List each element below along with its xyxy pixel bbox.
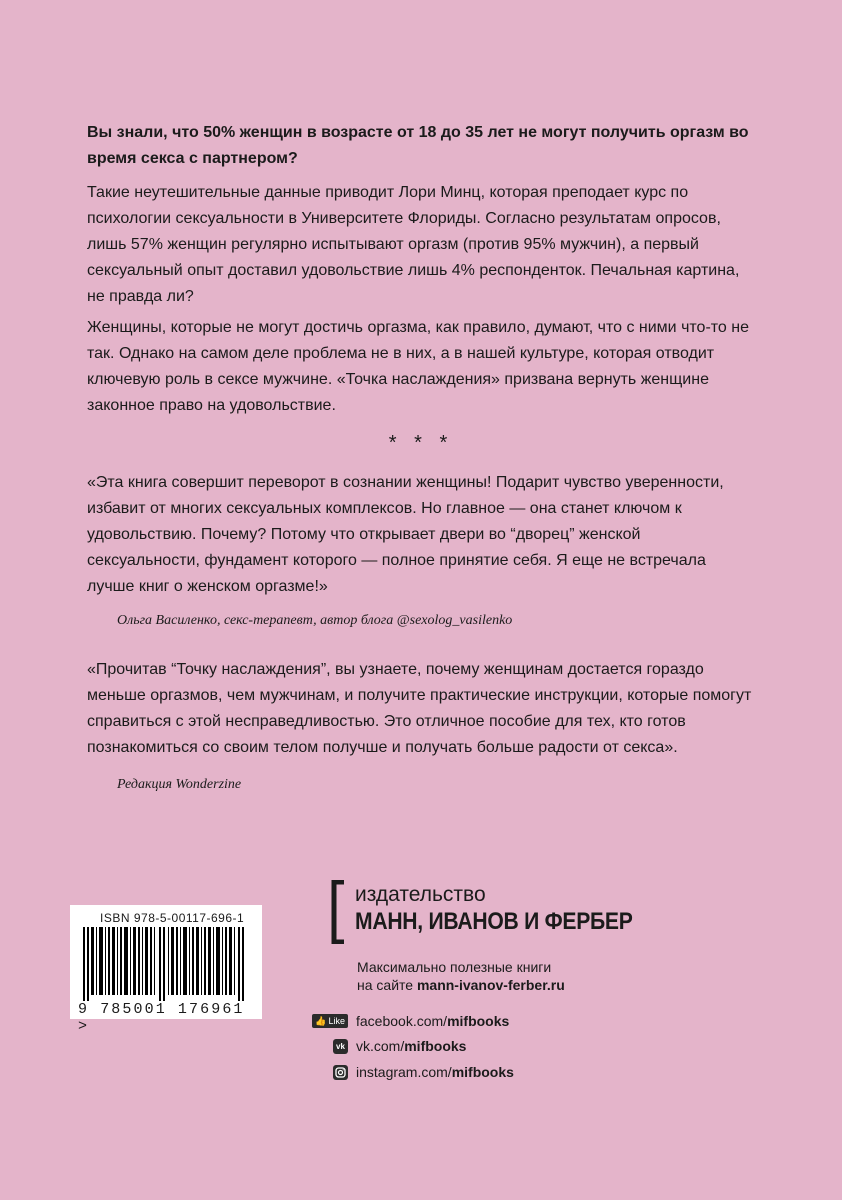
- quote-author-2: Редакция Wonderzine: [117, 777, 242, 792]
- instagram-icon: [333, 1065, 348, 1080]
- quote-text: «Эта книга совершит переворот в сознании женщины! Подарит чувство уверенности, избавит от многих сексуальных комплексов. Но главное — она станет ключом к удовольствию. Почему? Потому что открывает двери во “дворец” женской сексуальности, фундамент которого — полное принятие себя. Я еще не встречала лучше книг о женском оргазме!»: [87, 474, 724, 595]
- publisher-label: издательство: [355, 883, 486, 906]
- paragraph-text: Женщины, которые не могут достичь оргазма, как правило, думают, что с ними что-то не так. Однако на самом деле проблема не в них, а в нашей культуре, которая отводит ключевую роль в сексе мужчине. «Точка наслаждения» призвана вернуть женщине законное право на удовольствие.: [87, 319, 749, 414]
- social-vk[interactable]: [308, 1038, 466, 1054]
- tagline-line-1: Максимально полезные книги: [357, 959, 552, 975]
- tagline-line-2: [357, 976, 565, 994]
- publisher-name: МАНН, ИВАНОВ И ФЕРБЕР: [355, 908, 633, 935]
- vk-icon: vk: [333, 1039, 348, 1054]
- review-quote-1: [87, 470, 757, 600]
- social-handle: mifbooks: [404, 1038, 467, 1054]
- quote-text: «Прочитав “Точку наслаждения”, вы узнаете, почему женщинам достается гораздо меньше оргазмов, чем мужчинам, и получите практические инструкции, которые помогут справиться с этой несправедливостью. Это отличное пособие для тех, кто готов познакомиться со своим телом получше и получать больше радости от секса».: [87, 661, 752, 756]
- social-prefix: instagram.com/: [356, 1064, 452, 1080]
- body-paragraph-2: [87, 315, 757, 419]
- barcode-icon: [81, 927, 251, 1001]
- barcode-digits: 9 785001 176961 >: [78, 1001, 245, 1035]
- intro-question-text: Вы знали, что 50% женщин в возрасте от 18 до 35 лет не могут получить оргазм во время секса с партнером?: [87, 124, 749, 167]
- quote-author-1: Ольга Василенко, секс-терапевт, автор блога @sexolog_vasilenko: [117, 613, 513, 628]
- social-handle: mifbooks: [447, 1013, 510, 1029]
- section-divider: * * *: [388, 432, 454, 454]
- social-prefix: facebook.com/: [356, 1013, 448, 1029]
- publisher-tagline: [357, 958, 565, 994]
- tagline-prefix: на сайте: [357, 977, 417, 993]
- isbn-barcode-box: [70, 905, 262, 1035]
- isbn-label: ISBN 978-5-00117-696-1: [100, 911, 245, 925]
- paragraph-text: Такие неутешительные данные приводит Лори Минц, которая преподает курс по психологии сексуальности в Университете Флориды. Согласно результатам опросов, лишь 57% женщин регулярно испытывают оргазм (против 95% мужчин), а первый сексуальный опыт доставил удовольствие лишь 4% респонденток. Печальная картина, не правда ли?: [87, 184, 740, 305]
- facebook-like-icon: 👍 Like: [312, 1014, 348, 1028]
- social-instagram[interactable]: [308, 1064, 514, 1080]
- body-paragraph-1: [87, 180, 757, 310]
- review-quote-2: [87, 657, 757, 761]
- like-badge-text: Like: [328, 1016, 345, 1026]
- intro-question: [87, 120, 757, 172]
- social-facebook[interactable]: [308, 1013, 509, 1029]
- social-handle: mifbooks: [451, 1064, 514, 1080]
- bracket-icon: [330, 880, 346, 944]
- social-prefix: vk.com/: [356, 1038, 405, 1054]
- publisher-site-link[interactable]: mann-ivanov-ferber.ru: [416, 977, 565, 993]
